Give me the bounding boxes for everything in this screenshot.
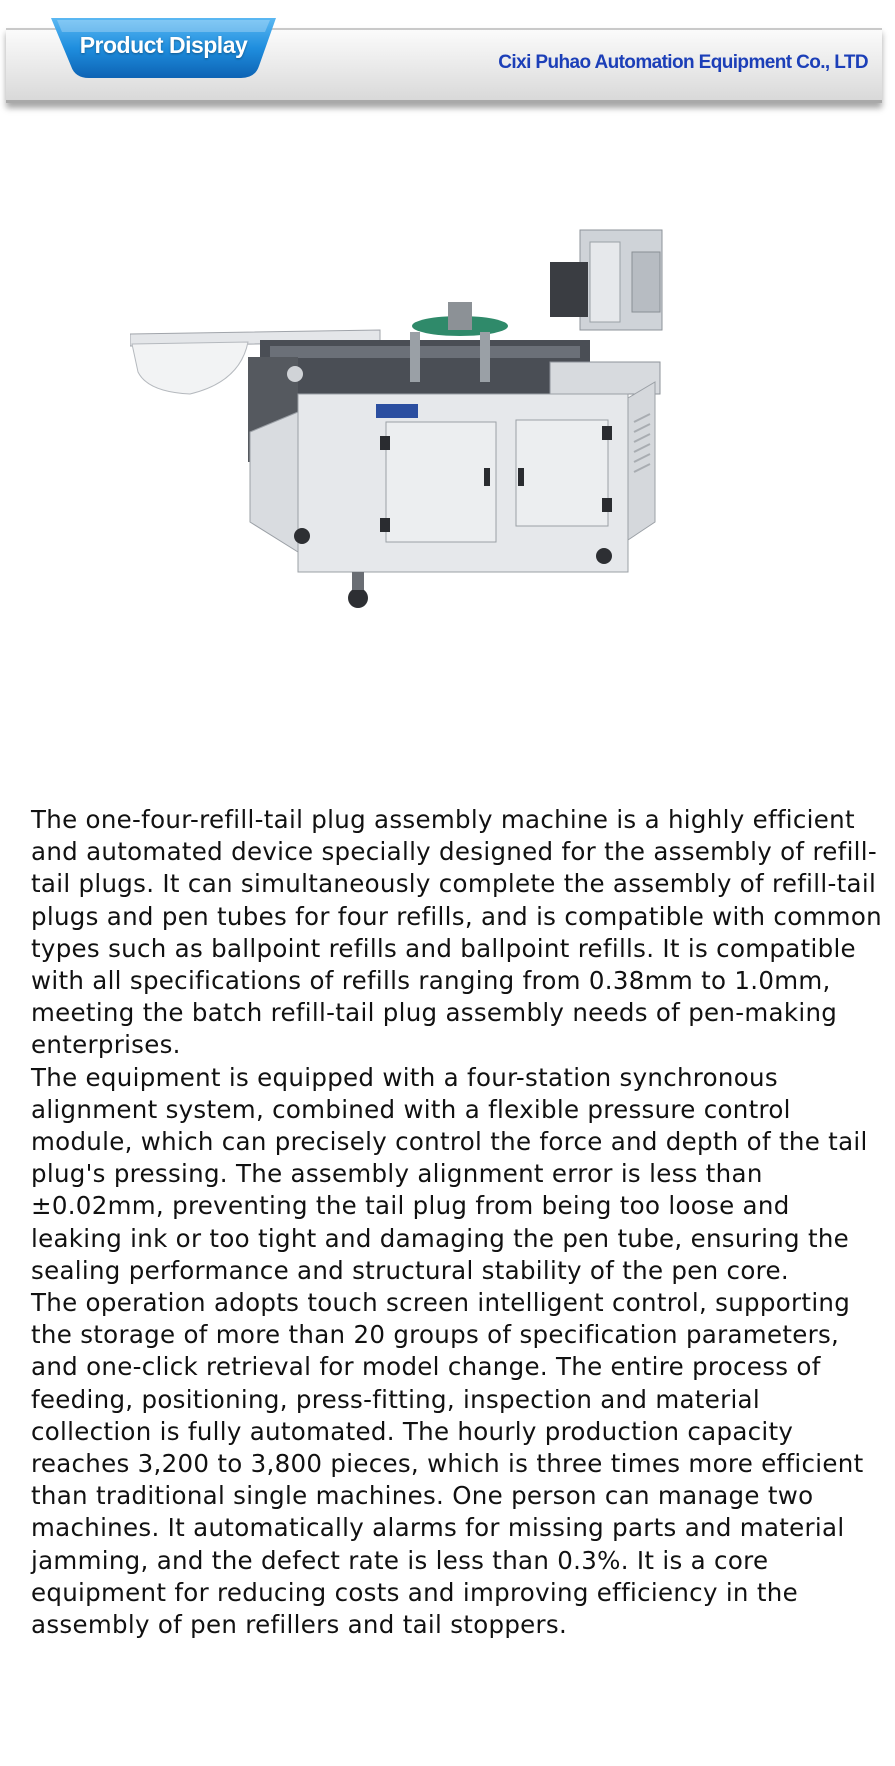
header-banner [6, 18, 882, 102]
description-paragraph-3: The operation adopts touch screen intelligent control, supporting the storage of more than 20 groups of specification parameters, and one-click retrieval for model change. The entire process of feeding, positioning, press-fitting, inspection and material collection is fully automated. The hourly production capacity reaches 3,200 to 3,800 pieces, which is three times more efficient than traditional single machines. One person can manage two machines. It automatically alarms for missing parts and material jamming, and the defect rate is less than 0.3%. It is a core equipment for reducing costs and improving efficiency in the assembly of pen refillers and tail stoppers. [31, 1288, 864, 1640]
product-image [130, 222, 740, 692]
tab-label: Product Display [79, 32, 248, 58]
description-paragraph-2: The equipment is equipped with a four-station synchronous alignment system, combined with a flexible pressure control module, which can precisely control the force and depth of the tail plug's pressing. The assembly alignment error is less than ±0.02mm, preventing the tail plug from being too loose and leaking ink or too tight and damaging the pen tube, ensuring the sealing performance and structural stability of the pen core. [31, 1062, 868, 1285]
product-display-tab[interactable] [51, 18, 276, 80]
description [31, 804, 886, 1641]
description-paragraph-1: The one-four-refill-tail plug assembly machine is a highly efficient and automated device specially designed for the assembly of refill-tail plugs. It can simultaneously complete the assembly of refill-tail plugs and pen tubes for four refills, and is compatible with common types such as ballpoint refills and ballpoint refills. It is compatible with all specifications of refills ranging from 0.38mm to 1.0mm, meeting the batch refill-tail plug assembly needs of pen-making enterprises. [31, 805, 882, 1060]
company-name: Cixi Puhao Automation Equipment Co., LTD [498, 52, 868, 73]
